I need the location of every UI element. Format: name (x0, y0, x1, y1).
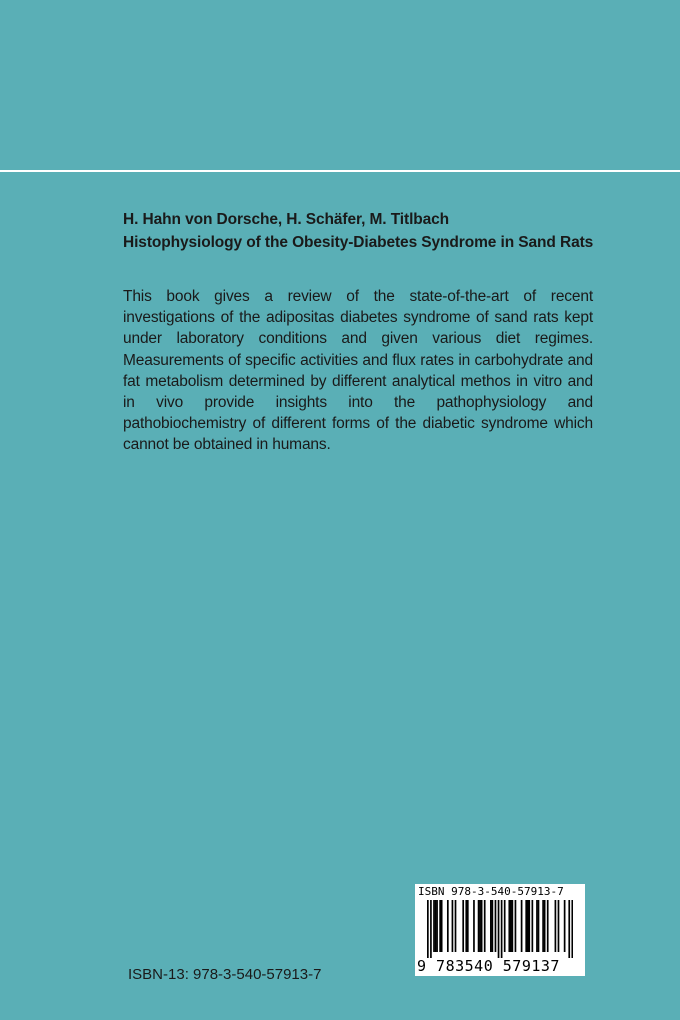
barcode-digits: 9 783540 579137 (417, 957, 560, 975)
barcode-bar (436, 900, 438, 952)
barcode-bar (462, 900, 464, 952)
barcode-bar (495, 900, 497, 952)
book-authors: H. Hahn von Dorsche, H. Schäfer, M. Titlbach (123, 211, 450, 228)
barcode-bar (473, 900, 475, 952)
barcode-bar (501, 900, 503, 958)
barcode-bar (542, 900, 544, 952)
barcode-bar (435, 900, 437, 952)
barcode-bar (571, 900, 573, 958)
barcode-bar (521, 900, 523, 952)
barcode-bar (492, 900, 494, 952)
barcode-bar (490, 900, 492, 952)
barcode-bar (467, 900, 469, 952)
barcode-label (415, 884, 585, 976)
barcode-bar (527, 900, 529, 952)
barcode-bar (498, 900, 500, 958)
barcode-bar (538, 900, 540, 952)
barcode-bar (478, 900, 480, 952)
barcode-bar (525, 900, 527, 952)
barcode-bar (479, 900, 481, 952)
barcode-bar (547, 900, 549, 952)
barcode-bar (515, 900, 517, 952)
barcode-bar (452, 900, 454, 952)
barcode-bar (532, 900, 534, 952)
barcode-bar (481, 900, 483, 952)
barcode-bar (508, 900, 510, 952)
barcode-bar (536, 900, 538, 952)
barcode-bar (564, 900, 566, 952)
barcode-bar (455, 900, 457, 952)
barcode-bar (465, 900, 467, 952)
barcode-bars (427, 900, 573, 958)
barcode-bar (510, 900, 512, 952)
barcode-bar (441, 900, 443, 952)
barcode-bar (484, 900, 486, 952)
barcode-bar (504, 900, 506, 952)
barcode-bar (427, 900, 429, 958)
isbn-13-label: ISBN-13: 978-3-540-57913-7 (128, 966, 322, 983)
barcode-bar (512, 900, 514, 952)
book-description: This book gives a review of the state-of-the-art of recent investigations of the adipositas diabetes syndrome of sand rats kept under laboratory conditions and given various diet regimes. Measurements of specific activities and flux rates in carbohydrate and fat metabolism determined by different analytical methos in vitro and in vivo provide insights into the pathophysiology and pathobiochemistry of different forms of the diabetic syndrome which cannot be obtained in humans. (123, 288, 593, 454)
barcode-bar (433, 900, 435, 952)
barcode-bar (555, 900, 557, 952)
barcode-bar (558, 900, 560, 952)
barcode-bar (544, 900, 546, 952)
barcode-bar (528, 900, 530, 952)
horizontal-rule (0, 170, 680, 172)
barcode-bar (430, 900, 432, 958)
barcode-bar (568, 900, 570, 958)
barcode-bar (439, 900, 441, 952)
barcode-bar (447, 900, 449, 952)
book-title: Histophysiology of the Obesity-Diabetes Syndrome in Sand Rats (123, 234, 594, 251)
barcode-isbn-text: ISBN 978-3-540-57913-7 (418, 885, 564, 898)
